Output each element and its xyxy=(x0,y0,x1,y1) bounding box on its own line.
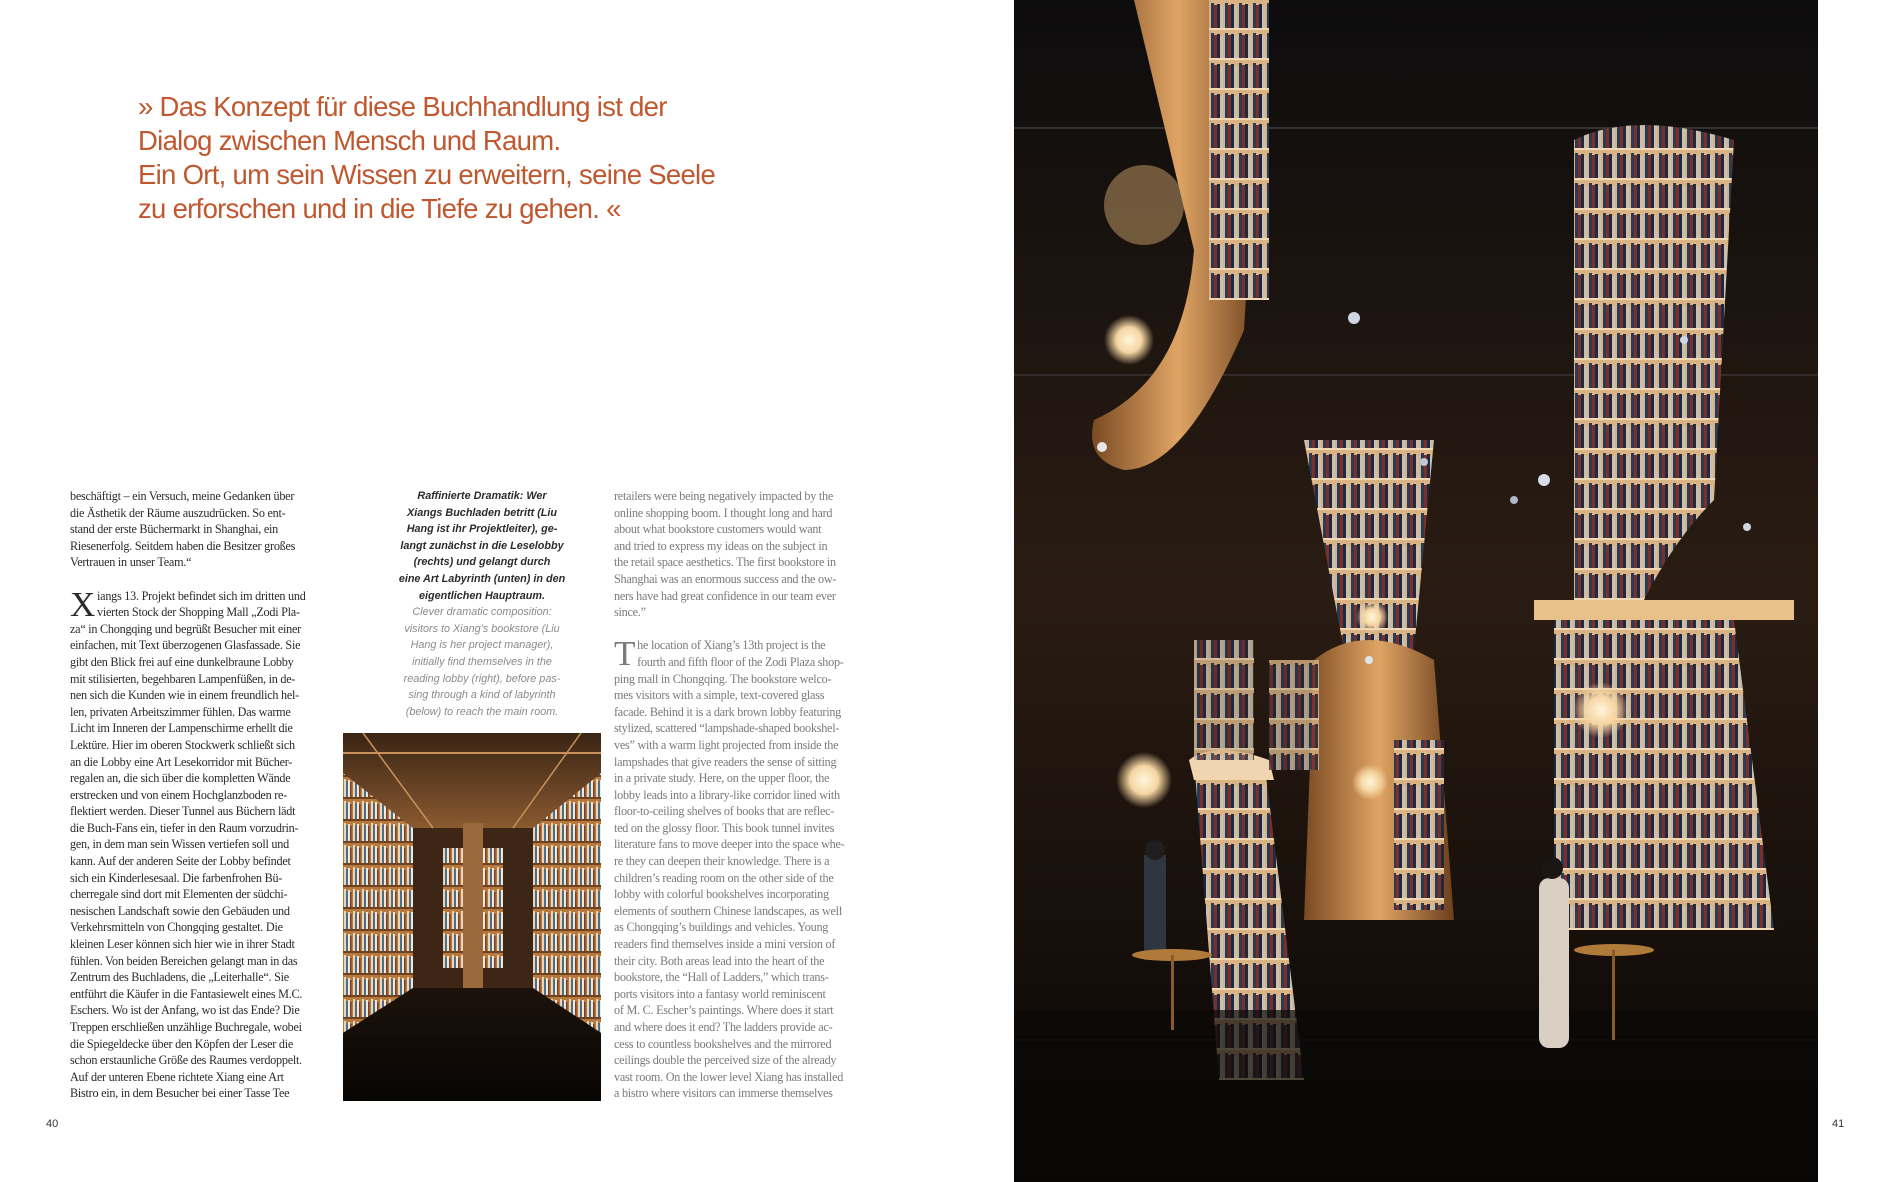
german-intro-paragraph xyxy=(70,488,328,571)
text-line: about what bookstore customers would want xyxy=(614,522,822,537)
text-line: elements of southern Chinese landscapes, as well xyxy=(614,903,842,918)
english-text-column xyxy=(614,488,872,1102)
text-line: their city. Both areas lead into the heart of the xyxy=(614,953,825,968)
text-line: nesischen Landschaft sowie den Gebäuden und xyxy=(70,903,290,918)
text-line: stylized, scattered “lampshade-shaped bookshel- xyxy=(614,721,840,736)
text-line: flektiert werden. Dieser Tunnel aus Büchern lädt xyxy=(70,804,296,819)
text-line: Eschers. Wo ist der Anfang, wo ist das Ende? Die xyxy=(70,1003,300,1018)
text-line: an die Lobby eine Art Lesekorridor mit Bücher- xyxy=(70,754,293,769)
text-line: re they can deepen their knowledge. There is a xyxy=(614,854,830,869)
text-line: Vertrauen in unser Team.“ xyxy=(70,555,192,570)
text-line: as Chongqing’s buildings and vehicles. Young xyxy=(614,920,829,935)
text-line: ping mall in Chongqing. The bookstore welco- xyxy=(614,671,832,686)
text-line: ceilings double the perceived size of the already xyxy=(614,1053,837,1068)
caption-german xyxy=(382,488,582,604)
text-line: cess to countless bookshelves and the mirrored xyxy=(614,1036,832,1051)
text-line: children’s reading room on the other side of the xyxy=(614,870,834,885)
pull-quote xyxy=(138,90,758,226)
page-number-left: 40 xyxy=(46,1118,59,1130)
caption-line: Hang is her project manager), xyxy=(410,639,554,652)
text-line: retailers were being negatively impacted by the xyxy=(614,489,834,503)
caption-line: langt zunächst in die Leselobby xyxy=(400,539,564,552)
caption-line: Clever dramatic composition: xyxy=(412,606,552,619)
text-line: Lektüre. Hier im oberen Stockwerk schließt sich xyxy=(70,737,295,752)
drop-cap: T xyxy=(614,634,636,674)
caption-line: (rechts) und gelangt durch xyxy=(413,556,551,569)
text-line: facade. Behind it is a dark brown lobby featuring xyxy=(614,704,842,719)
text-line: erstrecken und von einem Hochglanzboden re- xyxy=(70,787,287,802)
text-line: lampshades that give readers the sense of sitting xyxy=(614,754,837,769)
text-line: regalen an, die sich über die kompletten Wände xyxy=(70,771,291,786)
text-line: fourth and fifth floor of the Zodi Plaza shop- xyxy=(637,654,844,669)
text-line: lobby leads into a library-like corridor lined with xyxy=(614,787,840,802)
text-line: stand der erste Büchermarkt in Shanghai, ein xyxy=(70,522,278,537)
text-line: cherregale sind dort mit Elementen der südchi- xyxy=(70,887,288,902)
quote-line: zu erforschen und in die Tiefe zu gehen. « xyxy=(138,193,621,224)
caption-line: reading lobby (right), before pas- xyxy=(403,672,561,685)
text-line: Zentrum des Buchladens, die „Leiterhalle“. Sie xyxy=(70,970,289,985)
caption-line: Xiangs Buchladen betritt (Liu xyxy=(407,506,557,519)
text-line: die Buch-Fans ein, tiefer in den Raum vorzudrin- xyxy=(70,820,299,835)
photo-caption xyxy=(382,488,582,720)
text-line: kann. Auf der anderen Seite der Lobby befindet xyxy=(70,854,291,869)
text-line: Verkehrsmitteln von Chongqing gestaltet. Die xyxy=(70,920,283,935)
text-line: sich ein Kinderlesesaal. Die farbenfrohen Bü- xyxy=(70,870,283,885)
corridor-image xyxy=(343,733,601,1101)
caption-line: Hang ist ihr Projektleiter), ge- xyxy=(406,523,558,536)
text-line: the retail space aesthetics. The first bookstore in xyxy=(614,555,836,570)
text-line: ports visitors into a fantasy world reminiscent xyxy=(614,986,826,1001)
text-line: he location of Xiang’s 13th project is the xyxy=(637,638,826,653)
caption-line: visitors to Xiang’s bookstore (Liu xyxy=(404,622,560,635)
text-line: nen sich die Kunden wie in einem freundlich hel- xyxy=(70,688,299,703)
text-line: len, privaten Arbeitszimmer fühlen. Das warme xyxy=(70,704,291,719)
text-line: since.” xyxy=(614,605,646,620)
text-line: readers find themselves inside a mini version of xyxy=(614,937,836,952)
caption-english xyxy=(382,604,582,720)
text-line: schon erstaunliche Größe des Raumes verdoppelt. xyxy=(70,1053,302,1068)
caption-line: initially find themselves in the xyxy=(412,655,552,668)
text-line: gibt den Blick frei auf eine dunkelbraune Lobby xyxy=(70,654,294,669)
text-line: of M. C. Escher’s paintings. Where does it start xyxy=(614,1003,834,1018)
text-line: mes visitors with a simple, text-covered glass xyxy=(614,688,825,703)
text-line: die Ästhetik der Räume auszudrücken. So ent- xyxy=(70,505,286,520)
mirrored-bookshelves-photo xyxy=(1014,0,1818,1182)
bookstore-corridor-photo xyxy=(343,733,601,1101)
bookstore-interior-image xyxy=(1014,0,1818,1182)
text-line: lobby with colorful bookshelves incorporating xyxy=(614,887,829,902)
caption-line: eine Art Labyrinth (unten) in den xyxy=(398,572,566,585)
text-line: Shanghai was an enormous success and the ow- xyxy=(614,571,837,586)
text-line: Bistro ein, in dem Besucher bei einer Tasse Tee xyxy=(70,1086,290,1101)
text-line: entführt die Käufer in die Fantasiewelt eines M.C. xyxy=(70,986,303,1001)
caption-line: (below) to reach the main room. xyxy=(405,705,559,718)
text-line: online shopping boom. I thought long and hard xyxy=(614,505,833,520)
text-line: die Spiegeldecke über den Köpfen der Leser die xyxy=(70,1036,294,1051)
text-line: and where does it end? The ladders provide ac- xyxy=(614,1020,833,1034)
text-line: Treppen erschließen unzählige Buchregale, wobei xyxy=(70,1020,302,1034)
english-body-paragraph xyxy=(614,634,872,1102)
caption-line: Raffinierte Dramatik: Wer xyxy=(417,490,547,502)
english-intro-paragraph xyxy=(614,488,872,621)
text-line: vierten Stock der Shopping Mall „Zodi Pla- xyxy=(97,605,300,620)
text-line: and tried to express my ideas on the subject in xyxy=(614,538,828,553)
quote-line: Dialog zwischen Mensch und Raum. xyxy=(138,125,561,156)
german-text-column xyxy=(70,488,328,1102)
text-line: einfachen, mit Text überzogenen Glasfassade. Sie xyxy=(70,638,301,653)
page-number-right: 41 xyxy=(1832,1118,1845,1130)
text-line: za“ in Chongqing und begrüßt Besucher mit einer xyxy=(70,621,301,636)
text-line: ners have had great confidence in our team ever xyxy=(614,588,836,603)
text-line: Riesenerfolg. Seitdem haben die Besitzer großes xyxy=(70,538,296,553)
text-line: bookstore, the “Hall of Ladders,” which trans- xyxy=(614,970,829,985)
text-line: beschäftigt – ein Versuch, meine Gedanken über xyxy=(70,489,295,503)
text-line: vast room. On the lower level Xiang has installed xyxy=(614,1069,844,1084)
german-body-paragraph xyxy=(70,584,328,1102)
text-line: Licht im Inneren der Lampenschirme erhellt die xyxy=(70,721,293,736)
caption-line: eigentlichen Hauptraum. xyxy=(419,589,545,602)
text-line: fühlen. Von beiden Bereichen gelangt man in das xyxy=(70,953,298,968)
text-line: mit stilisierten, begehbaren Lampenfüßen, in de- xyxy=(70,671,296,686)
quote-line: Ein Ort, um sein Wissen zu erweitern, seine Seele xyxy=(138,159,716,190)
quote-line: » Das Konzept für diese Buchhandlung ist der xyxy=(138,91,667,122)
caption-line: sing through a kind of labyrinth xyxy=(408,689,556,702)
text-line: a bistro where visitors can immerse themselves xyxy=(614,1086,833,1101)
text-line: gen, in dem man sein Wissen vertiefen soll und xyxy=(70,837,289,852)
text-line: Auf der unteren Ebene richtete Xiang eine Art xyxy=(70,1069,284,1084)
text-line: iangs 13. Projekt befindet sich im dritten und xyxy=(97,588,306,603)
drop-cap: X xyxy=(70,584,96,624)
text-line: ves” with a warm light projected from inside the xyxy=(614,737,839,752)
text-line: floor-to-ceiling shelves of books that are reflec- xyxy=(614,804,835,819)
text-line: ted on the glossy floor. This book tunnel invites xyxy=(614,820,835,835)
text-line: kleinen Leser können sich hier wie in ihrer Stadt xyxy=(70,937,295,952)
text-line: literature fans to move deeper into the space whe- xyxy=(614,837,845,852)
text-line: in a private study. Here, on the upper floor, the xyxy=(614,771,830,786)
